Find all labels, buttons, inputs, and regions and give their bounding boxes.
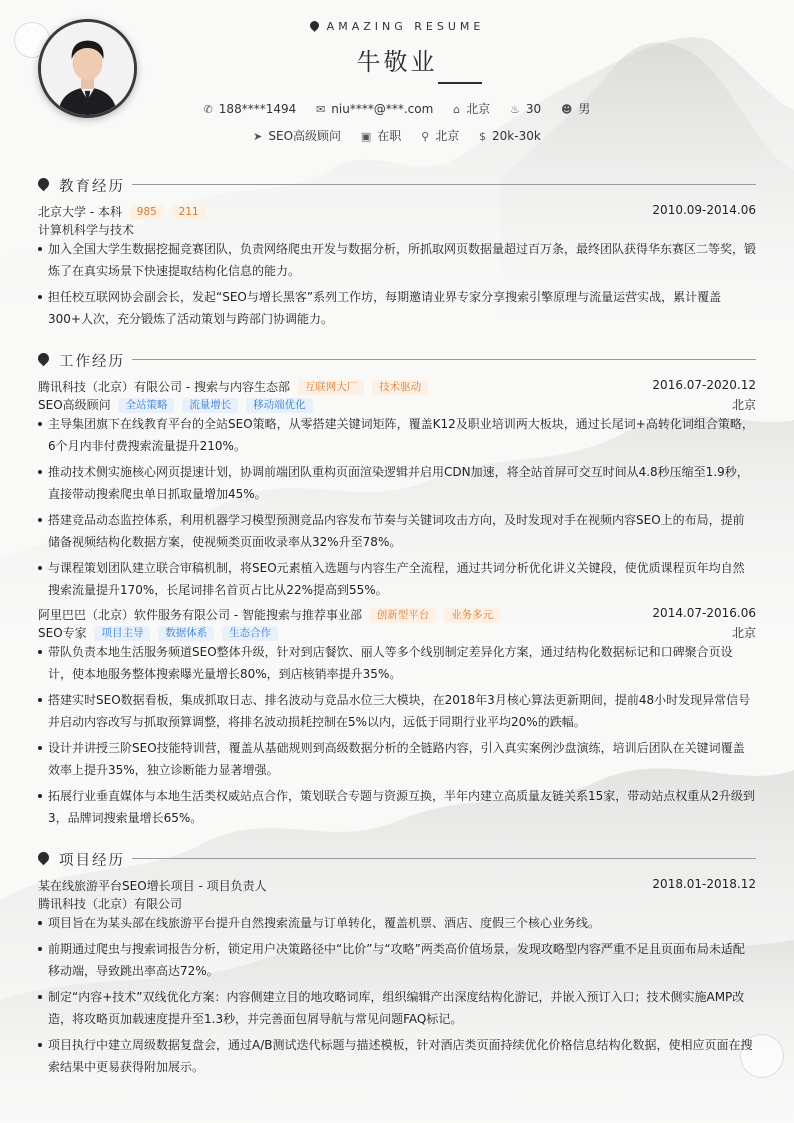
project-company: 腾讯科技（北京）有限公司 [38,897,183,911]
company-tag: 创新型平台 [370,608,437,623]
company-tag: 互联网大厂 [298,380,365,395]
section-title: 教育经历 [59,179,125,195]
section-divider [132,858,756,859]
project-name-row [38,877,756,895]
section-divider [132,184,756,185]
phone-icon: ✆ [203,103,213,116]
section-work-header [38,350,756,368]
section-title: 项目经历 [59,853,125,869]
education-bullet: 加入全国大学生数据挖掘竞赛团队，负责网络爬虫开发与数据分析，所抓取网页数据量超过百万条，最终团队获得华东赛区二等奖，锻炼了在真实场景下快速提取结构化信息的能力。 [38,238,756,282]
contact-city: ⌂ 北京 [453,102,491,116]
job-date: 2014.07-2016.06 [652,606,756,620]
education-school-row [38,203,756,221]
education-bullet: 担任校互联网协会副会长，发起“SEO与增长黑客”系列工作坊，每期邀请业界专家分享搜索引擎原理与流量运营实战，累计覆盖300+人次，充分锻炼了活动策划与跨部门协调能力。 [38,286,756,330]
location-icon: ⚲ [421,130,430,143]
name-underline [438,82,482,84]
project-date: 2018.01-2018.12 [652,877,756,891]
project-bullet: 项目执行中建立周级数据复盘会，通过A/B测试迭代标题与描述模板，针对酒店类页面持续优化价格信息结构化数据，使相应页面在搜索结果中更易获得附加展示。 [38,1034,756,1078]
company-tag: 业务多元 [444,608,500,623]
school-tag: 211 [172,205,206,220]
role-tag: 生态合作 [222,626,278,641]
job-city: 北京 [731,626,756,640]
project-bullet: 制定“内容+技术”双线优化方案：内容侧建立目的地攻略词库，组织编辑产出深度结构化游记，并嵌入预订入口；技术侧实施AMP改造，将攻略页加载速度提升至1.3秒，并完善面包屑导航与常见问题FAQ标记。 [38,986,756,1030]
section-project-header [38,849,756,867]
contact-info-row [0,100,794,117]
education-major-row [38,221,756,239]
education-date: 2010.09-2014.06 [652,203,756,217]
section-title: 工作经历 [59,354,125,370]
project-bullet: 项目旨在为某头部在线旅游平台提升自然搜索流量与订单转化，覆盖机票、酒店、度假三个核心业务线。 [38,912,756,934]
job-intent-row [0,127,794,144]
job-bullet: 推动技术侧实施核心网页提速计划，协调前端团队重构页面渲染逻辑并启用CDN加速，将全站首屏可交互时间从4.8秒压缩至1.9秒，直接带动搜索爬虫单日抓取量增加45%。 [38,461,756,505]
school-name: 北京大学 - 本科 [38,205,122,219]
section-divider [132,359,756,360]
gender-icon: ☻ [560,103,573,116]
ink-drop-icon [36,351,52,367]
company-tag: 技术驱动 [372,380,428,395]
project-name: 某在线旅游平台SEO增长项目 - 项目负责人 [38,879,267,893]
job-date: 2016.07-2020.12 [652,378,756,392]
job-city: 北京 [731,398,756,412]
job-role-row [38,624,756,642]
company-name: 腾讯科技（北京）有限公司 - 搜索与内容生态部 [38,380,290,394]
briefcase-icon: ▣ [360,130,372,143]
role-tag: 流量增长 [182,398,238,413]
salary-icon: $ [479,130,487,143]
send-icon: ➤ [253,130,263,143]
section-education-header [38,175,756,193]
job-company-row [38,606,756,624]
home-icon: ⌂ [453,103,461,116]
ink-drop-icon [36,176,52,192]
job-role: SEO专家 [38,626,87,640]
project-bullet: 前期通过爬虫与搜索词报告分析，锁定用户决策路径中“比价”与“攻略”两类高价值场景，发现攻略型内容严重不足且页面布局未适配移动端，导致跳出率高达72%。 [38,938,756,982]
mail-icon: ✉ [316,103,326,116]
job-bullet: 主导集团旗下在线教育平台的全站SEO策略，从零搭建关键词矩阵，覆盖K12及职业培训两大板块，通过长尾词+高转化词组合策略，6个月内非付费搜索流量提升210%。 [38,413,756,457]
role-tag: 数据体系 [158,626,214,641]
job-company-row [38,378,756,396]
school-tag: 985 [130,205,164,220]
ink-drop-icon [308,19,321,32]
role-tag: 项目主导 [94,626,150,641]
resume-brand: AMAZING RESUME [0,20,794,33]
job-position: ➤ SEO高级顾问 [253,129,342,143]
job-role-row [38,396,756,414]
contact-age: ♨ 30 [509,102,542,116]
job-bullet: 带队负责本地生活服务频道SEO整体升级，针对到店餐饮、丽人等多个线别制定差异化方案，通过结构化数据标记和口碑聚合页设计，使本地服务整体搜索曝光量增长80%，到店核销率提升35%。 [38,641,756,685]
company-name: 阿里巴巴（北京）软件服务有限公司 - 智能搜索与推荐事业部 [38,608,362,622]
ink-drop-icon [36,850,52,866]
job-bullet: 搭建实时SEO数据看板，集成抓取日志、排名波动与竞品水位三大模块，在2018年3月核心算法更新期间，提前48小时发现异常信号并启动内容改写与抓取预算调整，将排名波动损耗控制在5%以内，远低于同期行业平均20%的跌幅。 [38,689,756,733]
age-icon: ♨ [509,103,520,116]
job-city: ⚲ 北京 [421,129,460,143]
job-salary: $ 20k-30k [479,129,541,143]
job-bullet: 搭建竞品动态监控体系，利用机器学习模型预测竞品内容发布节奏与关键词攻击方向，及时发现对手在视频内容SEO上的布局，提前储备视频结构化数据方案，使视频类页面收录率从32%升至78%。 [38,509,756,553]
person-name: 牛敬业 [356,48,438,76]
contact-email: ✉ niu****@***.com [316,102,434,116]
job-bullet: 设计并讲授三阶SEO技能特训营，覆盖从基础规则到高级数据分析的全链路内容，引入真实案例沙盘演练，培训后团队在关键词覆盖效率上提升35%，独立诊断能力显著增强。 [38,737,756,781]
job-bullet: 与课程策划团队建立联合审稿机制，将SEO元素植入选题与内容生产全流程，通过共词分析优化讲义关键段，使优质课程页年均自然搜索流量提升170%，长尾词排名首页占比从22%提高到55%。 [38,557,756,601]
role-tag: 全站策略 [118,398,174,413]
role-tag: 移动端优化 [246,398,313,413]
project-company-row [38,895,756,913]
job-status: ▣ 在职 [360,129,402,143]
job-role: SEO高级顾问 [38,398,111,412]
job-bullet: 拓展行业垂直媒体与本地生活类权威站点合作，策划联合专题与资源互换，半年内建立高质量友链关系15家，带动站点权重从2升级到3，品牌词搜索量增长65%。 [38,785,756,829]
contact-phone: ✆ 188****1494 [203,102,297,116]
contact-gender: ☻ 男 [560,102,591,116]
major: 计算机科学与技术 [38,223,135,237]
